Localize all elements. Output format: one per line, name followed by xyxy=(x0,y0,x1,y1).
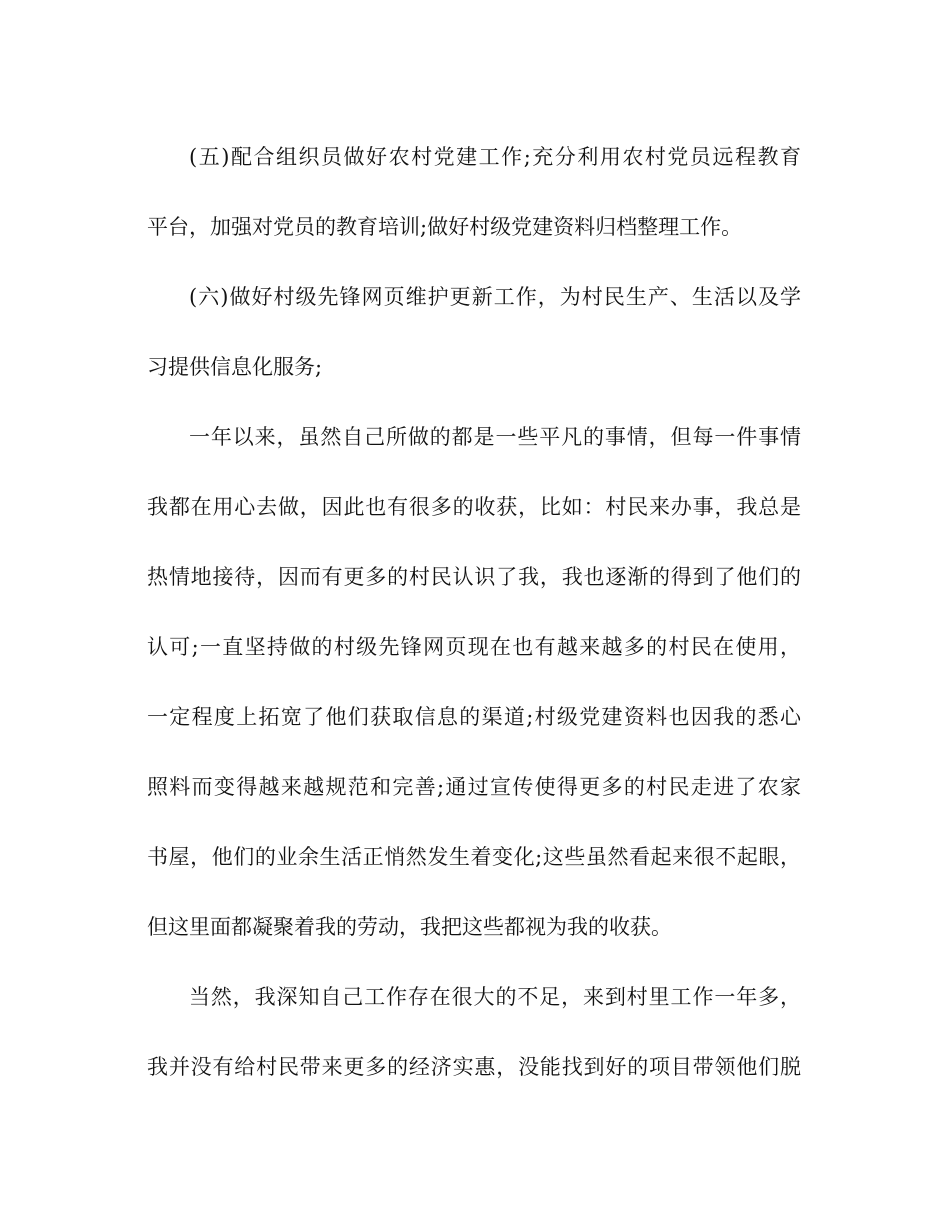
paragraph-6-line-1: (六)做好村级先锋网页维护更新工作，为村民生产、生活以及学 xyxy=(189,285,801,309)
paragraph-summary-line-5: 一定程度上拓宽了他们获取信息的渠道;村级党建资料也因我的悉心 xyxy=(147,705,801,729)
document-body xyxy=(147,122,801,1102)
paragraph-summary-line-3: 热情地接待，因而有更多的村民认识了我，我也逐渐的得到了他们的 xyxy=(147,565,801,589)
paragraph-summary-line-7: 书屋，他们的业余生活正悄然发生着变化;这些虽然看起来很不起眼， xyxy=(147,845,801,869)
paragraph-shortcomings-line-2: 我并没有给村民带来更多的经济实惠，没能找到好的项目带领他们脱 xyxy=(147,1055,801,1079)
paragraph-shortcomings-line-1: 当然，我深知自己工作存在很大的不足，来到村里工作一年多， xyxy=(189,985,801,1009)
paragraph-5-line-1: (五)配合组织员做好农村党建工作;充分利用农村党员远程教育 xyxy=(189,145,801,169)
paragraph-summary-line-2: 我都在用心去做，因此也有很多的收获，比如：村民来办事，我总是 xyxy=(147,495,801,519)
paragraph-summary-line-6: 照料而变得越来越规范和完善;通过宣传使得更多的村民走进了农家 xyxy=(147,775,801,799)
paragraph-summary-line-1: 一年以来，虽然自己所做的都是一些平凡的事情，但每一件事情 xyxy=(189,425,801,449)
paragraph-5-line-2: 平台，加强对党员的教育培训;做好村级党建资料归档整理工作。 xyxy=(147,215,743,239)
paragraph-summary-line-4: 认可;一直坚持做的村级先锋网页现在也有越来越多的村民在使用， xyxy=(147,635,801,659)
paragraph-6-line-2: 习提供信息化服务; xyxy=(147,355,323,379)
paragraph-summary-line-8: 但这里面都凝聚着我的劳动，我把这些都视为我的收获。 xyxy=(147,915,672,939)
